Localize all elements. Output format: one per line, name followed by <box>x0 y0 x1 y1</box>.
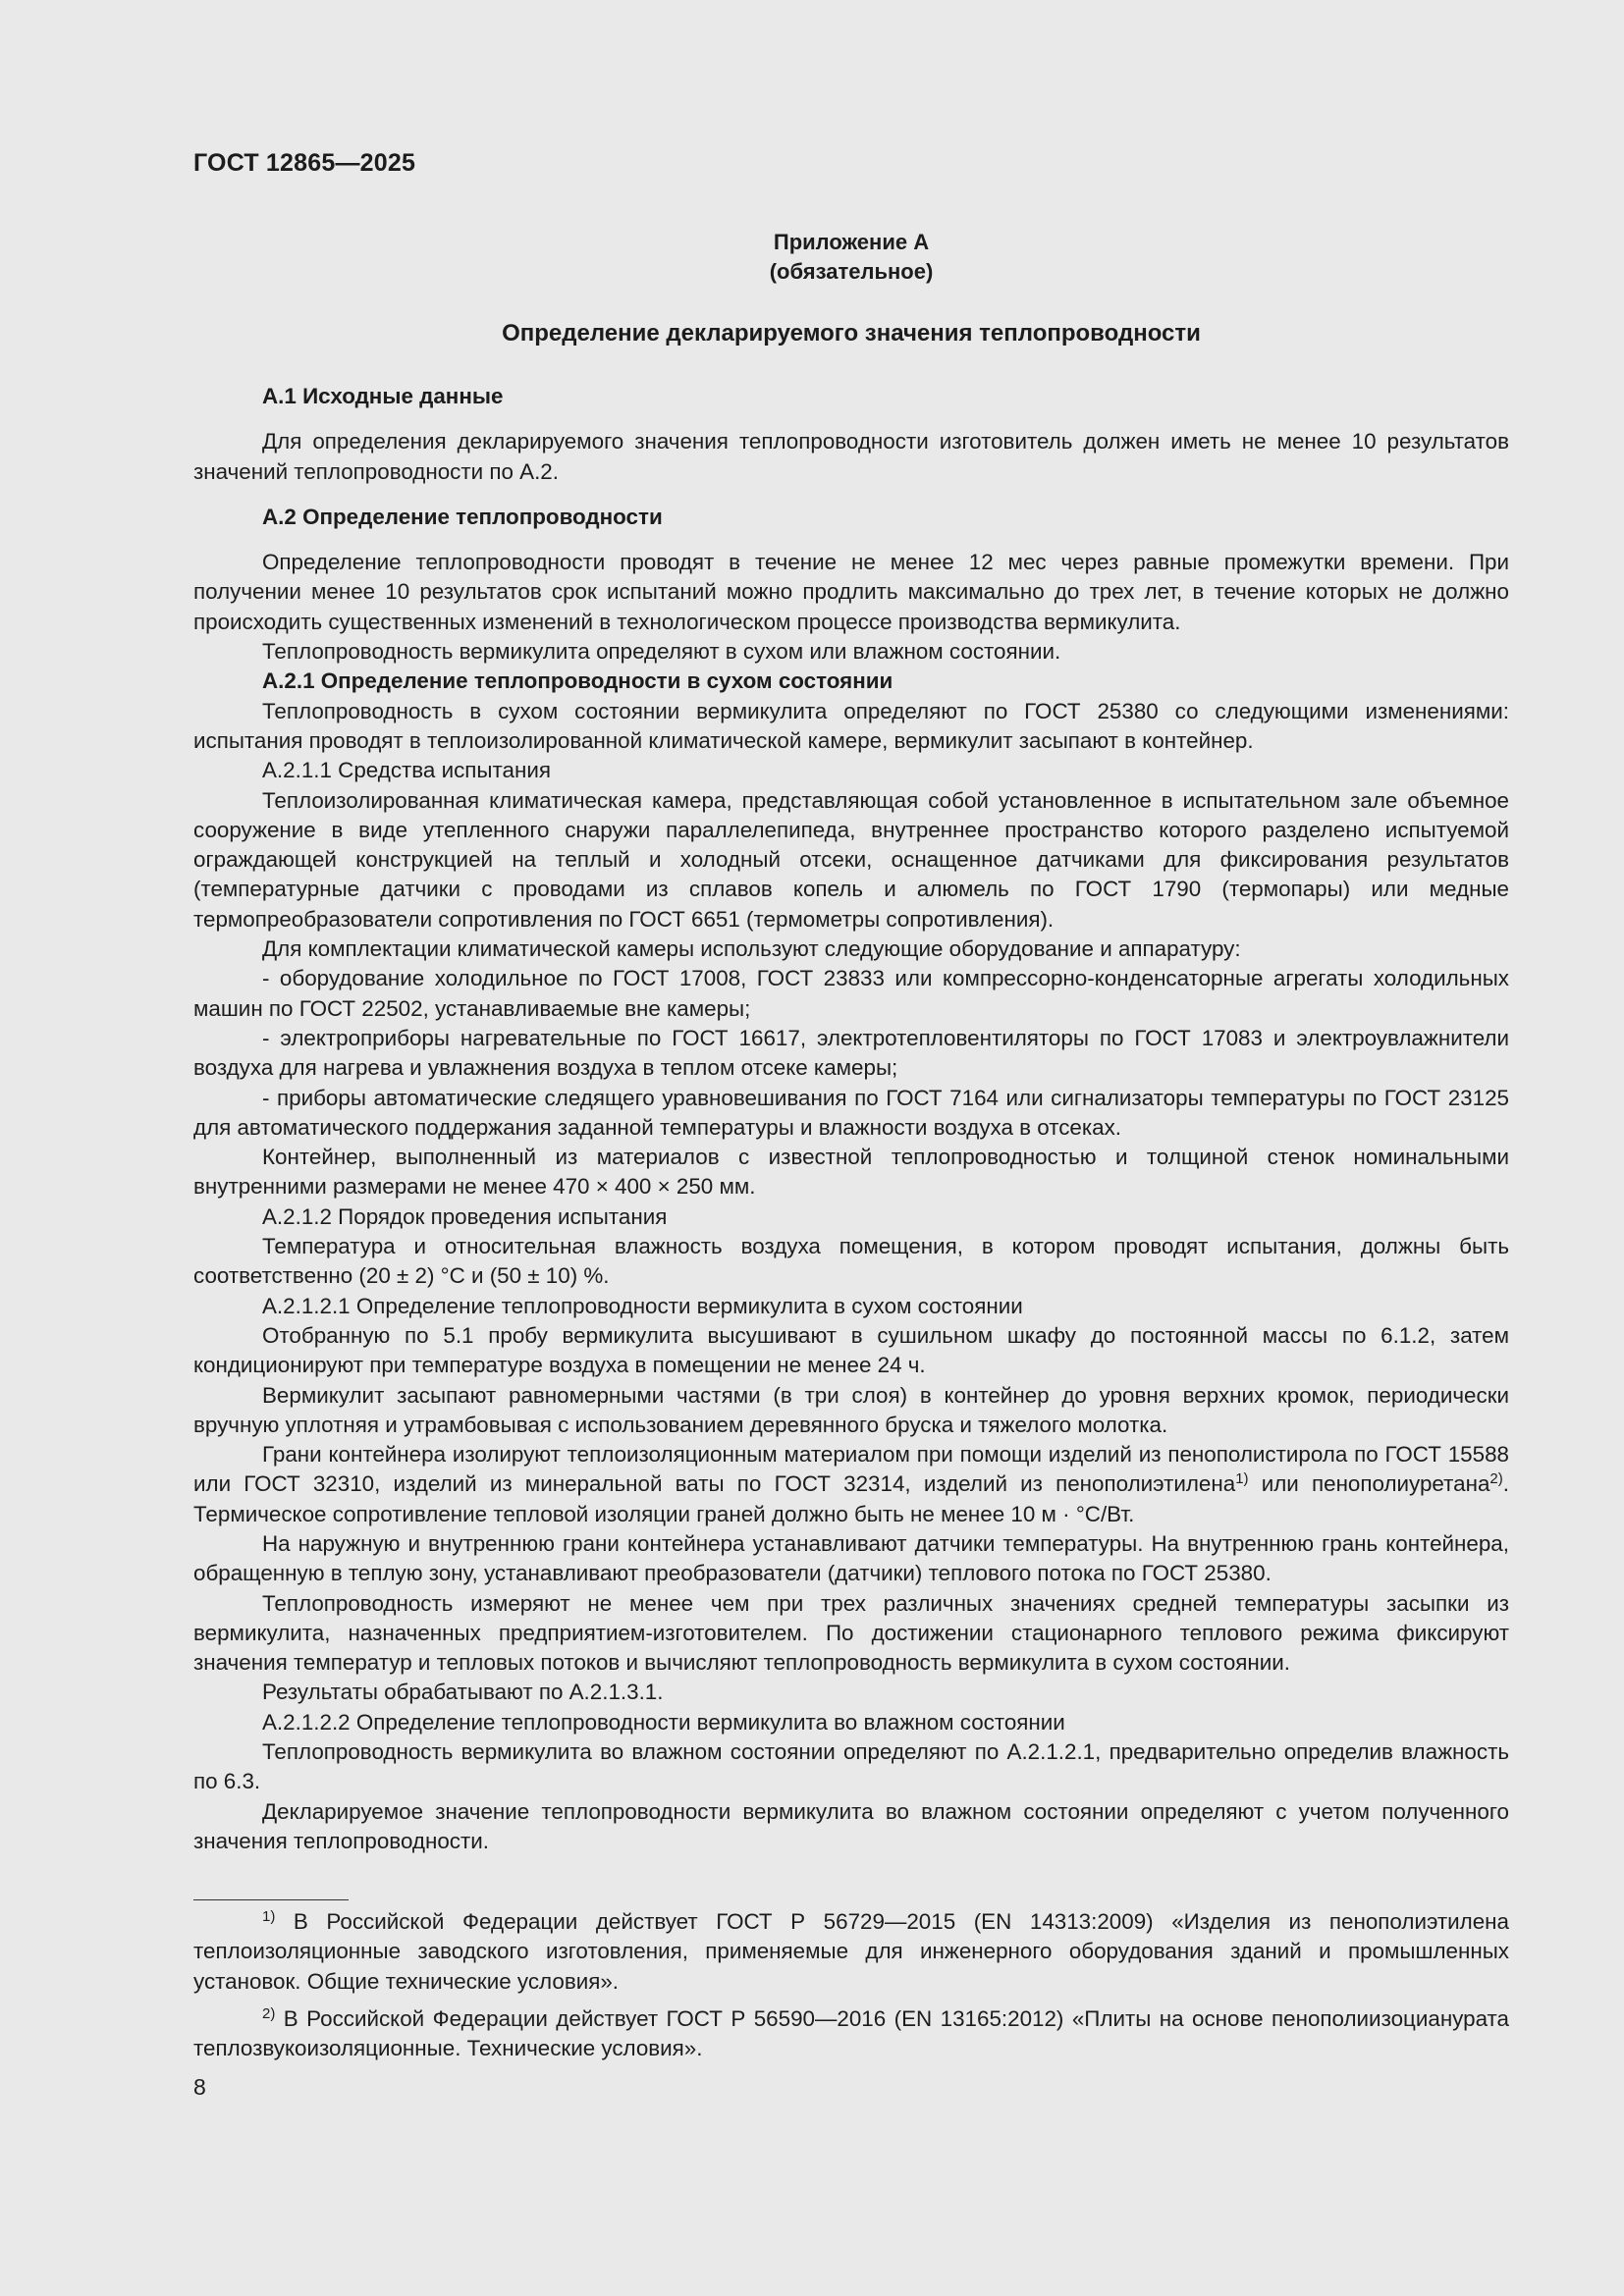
text-run: Грани контейнера изолируют теплоизоляционным материалом при помощи изделий из пенополистирола по ГОСТ 15588 или ГОСТ 32310, изделий из минеральной ваты по ГОСТ 32314, изделий из пенополиэтилена <box>193 1442 1509 1497</box>
document-body <box>193 382 1509 1856</box>
footnote-mark-2: 2) <box>262 2004 276 2022</box>
paragraph: Теплоизолированная климатическая камера, представляющая собой установленное в испытательном зале объемное сооружение в виде утепленного снаружи параллелепипеда, внутреннее пространство которого разделено испытуемой ограждающей конструкцией на теплый и холодный отсеки, оснащенное датчиками для фиксирования результатов (температурные датчики с проводами из сплавов копель и алюмель по ГОСТ 1790 (термопары) или медные термопреобразователи сопротивления по ГОСТ 6651 (термометры сопротивления). <box>193 787 1509 932</box>
subsection-heading-a2121: А.2.1.2.1 Определение теплопроводности вермикулита в сухом состоянии <box>262 1293 1023 1318</box>
text-run: . Термическое сопротивление тепловой изоляции граней должно быть не менее 10 м · °С/Вт. <box>193 1471 1509 1526</box>
paragraph: Определение теплопроводности проводят в течение не менее 12 мес через равные промежутки времени. При получении менее 10 результатов срок испытаний можно продлить максимально до трех лет, в течение которых не должно происходить существенных изменений в технологическом процессе производства вермикулита. <box>193 550 1509 634</box>
annex-heading <box>193 228 1509 287</box>
paragraph: Теплопроводность вермикулита во влажном состоянии определяют по А.2.1.2.1, предварительно определив влажность по 6.3. <box>193 1739 1509 1794</box>
page-number: 8 <box>193 2074 206 2100</box>
footnote-1 <box>193 1907 1509 1997</box>
section-heading-a2: А.2 Определение теплопроводности <box>262 504 663 529</box>
footnote-ref-1: 1) <box>1235 1470 1249 1488</box>
section-heading-a1: А.1 Исходные данные <box>262 384 504 408</box>
footnote-text: В Российской Федерации действует ГОСТ Р 56590—2016 (EN 13165:2012) «Плиты на основе пенополиизоцианурата теплозвукоизоляционные. Технические условия». <box>193 2005 1509 2061</box>
paragraph: Теплопроводность вермикулита определяют в сухом или влажном состоянии. <box>262 639 1061 665</box>
list-item: - электроприборы нагревательные по ГОСТ 16617, электротепловентиляторы по ГОСТ 17083 и электроувлажнители воздуха для нагрева и увлажнения воздуха в теплом отсеке камеры; <box>193 1025 1509 1081</box>
annex-title: Определение декларируемого значения теплопроводности <box>502 320 1201 347</box>
footnote-2 <box>193 2004 1509 2064</box>
footnote-ref-2: 2) <box>1489 1470 1503 1488</box>
list-item: - оборудование холодильное по ГОСТ 17008, ГОСТ 23833 или компрессорно-конденсаторные агрегаты холодильных машин по ГОСТ 22502, устанавливаемые вне камеры; <box>193 966 1509 1021</box>
section-heading-a21: А.2.1 Определение теплопроводности в сухом состоянии <box>262 668 893 694</box>
paragraph: Декларируемое значение теплопроводности вермикулита во влажном состоянии определяют с учетом полученного значения теплопроводности. <box>193 1798 1509 1853</box>
subsection-heading-a211: А.2.1.1 Средства испытания <box>262 758 551 783</box>
paragraph: Температура и относительная влажность воздуха помещения, в котором проводят испытания, должны быть соответственно (20 ± 2) °С и (50 ± 10) %. <box>193 1234 1509 1289</box>
footnote-text: В Российской Федерации действует ГОСТ Р 56729—2015 (EN 14313:2009) «Изделия из пенополиэтилена теплоизоляционные заводского изготовления, применяемые для инженерного оборудования зданий и промышленных установок. Общие технические условия». <box>193 1909 1509 1994</box>
paragraph: На наружную и внутреннюю грани контейнера устанавливают датчики температуры. На внутреннюю грань контейнера, обращенную в теплую зону, устанавливают преобразователи (датчики) теплового потока по ГОСТ 25380. <box>193 1530 1509 1586</box>
standard-designation: ГОСТ 12865—2025 <box>193 149 416 177</box>
footnote-mark-1: 1) <box>262 1908 276 1925</box>
footnotes <box>193 1907 1509 2071</box>
paragraph-with-footnotes <box>193 1440 1509 1529</box>
paragraph: Результаты обрабатывают по А.2.1.3.1. <box>262 1680 664 1705</box>
paragraph: Теплопроводность в сухом состоянии вермикулита определяют по ГОСТ 25380 со следующими изменениями: испытания проводят в теплоизолированной климатической камере, вермикулит засыпают в контейнер. <box>193 698 1509 753</box>
subsection-heading-a212: А.2.1.2 Порядок проведения испытания <box>262 1203 668 1229</box>
text-run: или пенополиуретана <box>1248 1471 1490 1497</box>
subsection-heading-a2122: А.2.1.2.2 Определение теплопроводности вермикулита во влажном состоянии <box>262 1709 1065 1735</box>
paragraph: Контейнер, выполненный из материалов с известной теплопроводностью и толщиной стенок номинальными внутренними размерами не менее 470 × 400 × 250 мм. <box>193 1145 1509 1200</box>
annex-label: Приложение А <box>773 230 930 254</box>
paragraph: Для комплектации климатической камеры используют следующие оборудование и аппаратуру: <box>262 936 1241 962</box>
paragraph: Для определения декларируемого значения теплопроводности изготовитель должен иметь не менее 10 результатов значений теплопроводности по А.2. <box>193 429 1509 484</box>
list-item: - приборы автоматические следящего уравновешивания по ГОСТ 7164 или сигнализаторы температуры по ГОСТ 23125 для автоматического поддержания заданной температуры и влажности воздуха в отсеках. <box>193 1085 1509 1140</box>
footnote-divider <box>193 1899 349 1900</box>
paragraph: Теплопроводность измеряют не менее чем при трех различных значениях средней температуры засыпки из вермикулита, назначенных предприятием-изготовителем. По достижении стационарного теплового режима фиксируют значения температур и тепловых потоков и вычисляют теплопроводность вермикулита в сухом состоянии. <box>193 1590 1509 1676</box>
annex-status: (обязательное) <box>769 259 934 284</box>
paragraph: Вермикулит засыпают равномерными частями (в три слоя) в контейнер до уровня верхних кромок, периодически вручную уплотняя и утрамбовывая с использованием деревянного бруска и тяжелого молотка. <box>193 1382 1509 1437</box>
paragraph: Отобранную по 5.1 пробу вермикулита высушивают в сушильном шкафу до постоянной массы по 6.1.2, затем кондиционируют при температуре воздуха в помещении не менее 24 ч. <box>193 1322 1509 1378</box>
